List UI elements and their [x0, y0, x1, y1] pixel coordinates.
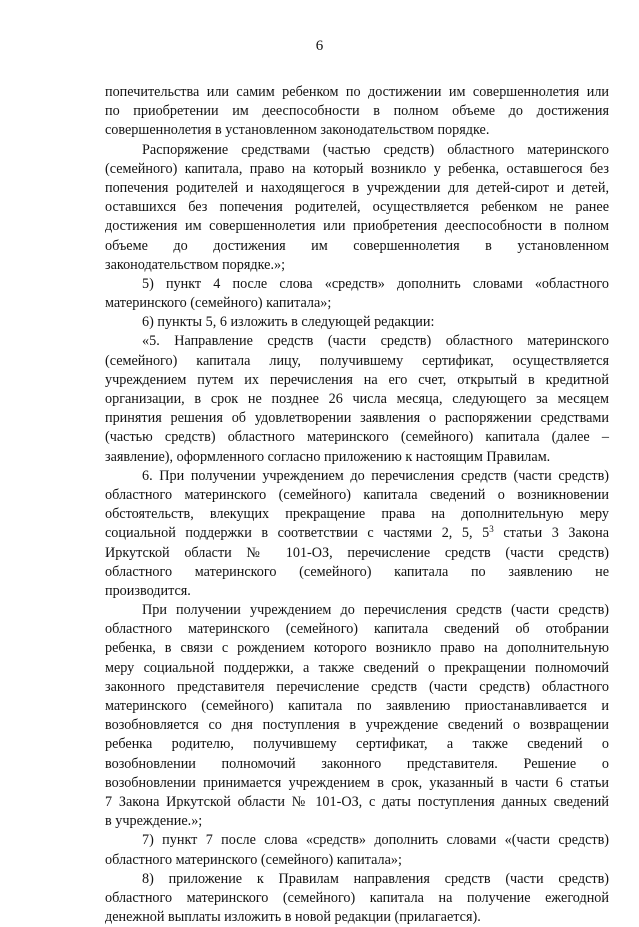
text-line: меру социальной поддержки, а также сведений о прекращении полномочий: [105, 659, 609, 676]
paragraph: [105, 275, 609, 313]
paragraph: [105, 83, 609, 141]
paragraph: [105, 601, 609, 831]
text-line: областного материнского (семейного) капитала сведений о возникновении: [105, 486, 609, 503]
text-line: организации, в срок не позднее 26 числа месяца, следующего за месяцем: [105, 391, 609, 407]
text-line-part: статьи 3 Закона: [493, 525, 609, 542]
text-line: «5. Направление средств (части средств) областного материнского: [142, 333, 609, 350]
text-line: 7) пункт 7 после слова «средств» дополнить словами «(части средств): [142, 832, 609, 849]
text-line: оставшихся без попечения родителей, осуществляется ребенком не ранее: [105, 199, 609, 216]
text-line: (семейного) капитала лицу, получившему сертификат, осуществляется: [105, 352, 609, 369]
page-number: 6: [315, 38, 324, 54]
text-line: попечительства или самим ребенком по достижении им совершеннолетия или: [105, 84, 609, 100]
text-line: материнского (семейного) капитала»;: [105, 295, 332, 312]
text-line: принятия решения об удовлетворении заявления о распоряжении средствами: [105, 410, 609, 427]
text-line: 6. При получении учреждением до перечисления средств (части средств): [142, 467, 609, 484]
text-line: областного материнского (семейного) капитала»;: [105, 851, 402, 868]
text-line: законного представителя перечисление средств (части средств) областного: [105, 678, 609, 695]
text-line: областного материнского (семейного) капитала по заявлению не: [105, 563, 609, 580]
text-line: по приобретении им дееспособности в полном объеме до достижения: [105, 103, 609, 120]
paragraph: [105, 313, 609, 332]
text-line: [105, 524, 609, 543]
paragraph: [105, 831, 609, 869]
text-line: обстоятельств, влекущих прекращение права на дополнительную меру: [105, 506, 609, 523]
text-line: ребенка родителю, получившему сертификат, а также сведений о: [105, 736, 609, 753]
text-line: производится.: [105, 582, 191, 599]
text-line: 7 Закона Иркутской области № 101-ОЗ, с даты поступления данных сведений: [105, 793, 609, 810]
text-line: 8) приложение к Правилам направления средств (части средств): [142, 870, 609, 887]
text-line: заявление), оформленного согласно приложению к настоящим Правилам.: [105, 448, 551, 465]
text-line: попечения родителей и находящегося в учреждении для детей-сирот и детей,: [105, 179, 609, 196]
text-line: При получении учреждением до перечисления средств (части средств): [142, 602, 609, 619]
text-line-part: социальной поддержки в соответствии с частями 2, 5, 5: [105, 525, 490, 542]
text-line: денежной выплаты изложить в новой редакции (прилагается).: [105, 909, 481, 926]
text-line: 5) пункт 4 после слова «средств» дополнить словами «областного: [142, 275, 609, 292]
paragraph: [105, 141, 609, 275]
superscript: 3: [489, 524, 494, 535]
text-line: объеме до достижения им совершеннолетия в установленном: [105, 237, 609, 254]
text-line: областного материнского (семейного) капитала сведений об отобрании: [105, 621, 609, 638]
text-line: в учреждение.»;: [105, 813, 203, 830]
paragraph: [105, 332, 609, 466]
text-line: учреждением путем их перечисления на его счет, открытый в кредитной: [105, 371, 609, 388]
paragraph: [105, 870, 609, 927]
text-line: Иркутской области № 101-ОЗ, перечисление средств (части средств): [105, 544, 609, 561]
text-line: материнского (семейного) капитала по заявлению приостанавливается и: [105, 698, 609, 714]
text-line: возобновлении полномочий законного представителя. Решение о: [105, 755, 609, 772]
text-line: Распоряжение средствами (частью средств) областного материнского: [142, 141, 609, 158]
text-line: ребенка, в связи с рождением которого возникло право на дополнительную: [105, 640, 609, 657]
text-line: возобновляется со дня поступления в учреждение сведений о возвращении: [105, 717, 609, 734]
text-line: законодательством порядке.»;: [105, 256, 286, 273]
text-line: достижения им совершеннолетия или приобретения дееспособности в полном: [105, 218, 609, 235]
text-line: возобновлении принимается учреждением в срок, указанный в части 6 статьи: [105, 774, 609, 791]
text-line: совершеннолетия в установленном законодательством порядке.: [105, 122, 490, 139]
paragraph: [105, 467, 609, 601]
document-body: [105, 83, 609, 927]
text-line: областного материнского (семейного) капитала на получение ежегодной: [105, 889, 609, 906]
text-line: (семейного) капитала, право на который возникло у ребенка, оставшегося без: [105, 160, 609, 177]
text-line: 6) пункты 5, 6 изложить в следующей редакции:: [142, 314, 435, 331]
text-line: (частью средств) областного материнского (семейного) капитала (далее –: [105, 429, 609, 446]
